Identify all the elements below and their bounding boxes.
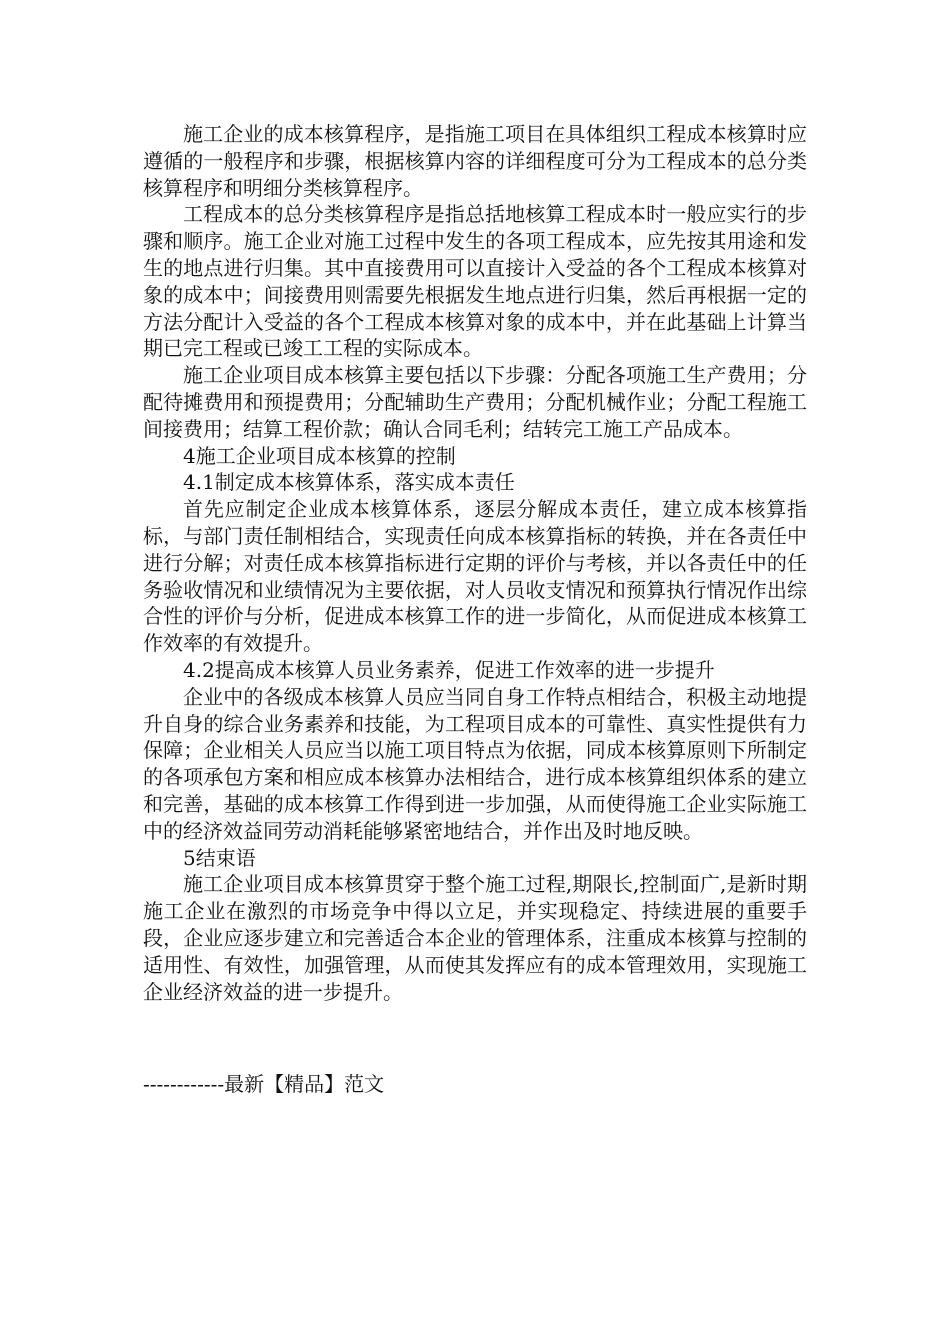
paragraph-accounting-system: 首先应制定企业成本核算体系，逐层分解成本责任，建立成本核算指标，与部门责任制相结合，实现责任向成本核算指标的转换，并在各责任中进行分解；对责任成本核算指标进行定期的评价与考核，并以各责任中的任务验收情况和业绩情况为主要依据，对人员收支情况和预算执行情况作出综合性的评价与分析，促进成本核算工作的进一步简化，从而促进成本核算工作效率的有效提升。 bbox=[143, 497, 807, 656]
section-heading-4-1: 4.1制定成本核算体系，落实成本责任 bbox=[183, 470, 515, 495]
paragraph-staff-quality: 企业中的各级成本核算人员应当同自身工作特点相结合，积极主动地提升自身的综合业务素养和技能，为工程项目成本的可靠性、真实性提供有力保障；企业相关人员应当以施工项目特点为依据，同成本核算原则下所制定的各项承包方案和相应成本核算办法相结合，进行成本核算组织体系的建立和完善，基础的成本核算工作得到进一步加强，从而使得施工企业实际施工中的经济效益同劳动消耗能够紧密地结合，并作出及时地反映。 bbox=[143, 684, 807, 843]
section-heading-4: 4施工企业项目成本核算的控制 bbox=[183, 443, 456, 468]
paragraph-cost-accounting-procedure: 施工企业的成本核算程序，是指施工项目在具体组织工程成本核算时应遵循的一般程序和步骤，根据核算内容的详细程度可分为工程成本的总分类核算程序和明细分类核算程序。 bbox=[143, 122, 807, 200]
document-footer: ------------最新【精品】范文 bbox=[143, 1072, 385, 1096]
section-heading-4-2: 4.2提高成本核算人员业务素养，促进工作效率的进一步提升 bbox=[183, 657, 715, 682]
paragraph-accounting-steps: 施工企业项目成本核算主要包括以下步骤：分配各项施工生产费用；分配待摊费用和预提费用；分配辅助生产费用；分配机械作业；分配工程施工间接费用；结算工程价款；确认合同毛利；结转完工施工产品成本。 bbox=[143, 363, 807, 441]
section-heading-5: 5结束语 bbox=[183, 845, 256, 870]
paragraph-general-classification-procedure: 工程成本的总分类核算程序是指总括地核算工程成本时一般应实行的步骤和顺序。施工企业对施工过程中发生的各项工程成本，应先按其用途和发生的地点进行归集。其中直接费用可以直接计入受益的各个工程成本核算对象的成本中；间接费用则需要先根据发生地点进行归集，然后再根据一定的方法分配计入受益的各个工程成本核算对象的成本中，并在此基础上计算当期已完工程或已竣工工程的实际成本。 bbox=[143, 202, 807, 361]
paragraph-conclusion: 施工企业项目成本核算贯穿于整个施工过程,期限长,控制面广,是新时期施工企业在激烈的市场竞争中得以立足，并实现稳定、持续进展的重要手段，企业应逐步建立和完善适合本企业的管理体系，注重成本核算与控制的适用性、有效性，加强管理，从而使其发挥应有的成本管理效用，实现施工企业经济效益的进一步提升。 bbox=[143, 872, 807, 1004]
document-body bbox=[143, 121, 807, 1005]
